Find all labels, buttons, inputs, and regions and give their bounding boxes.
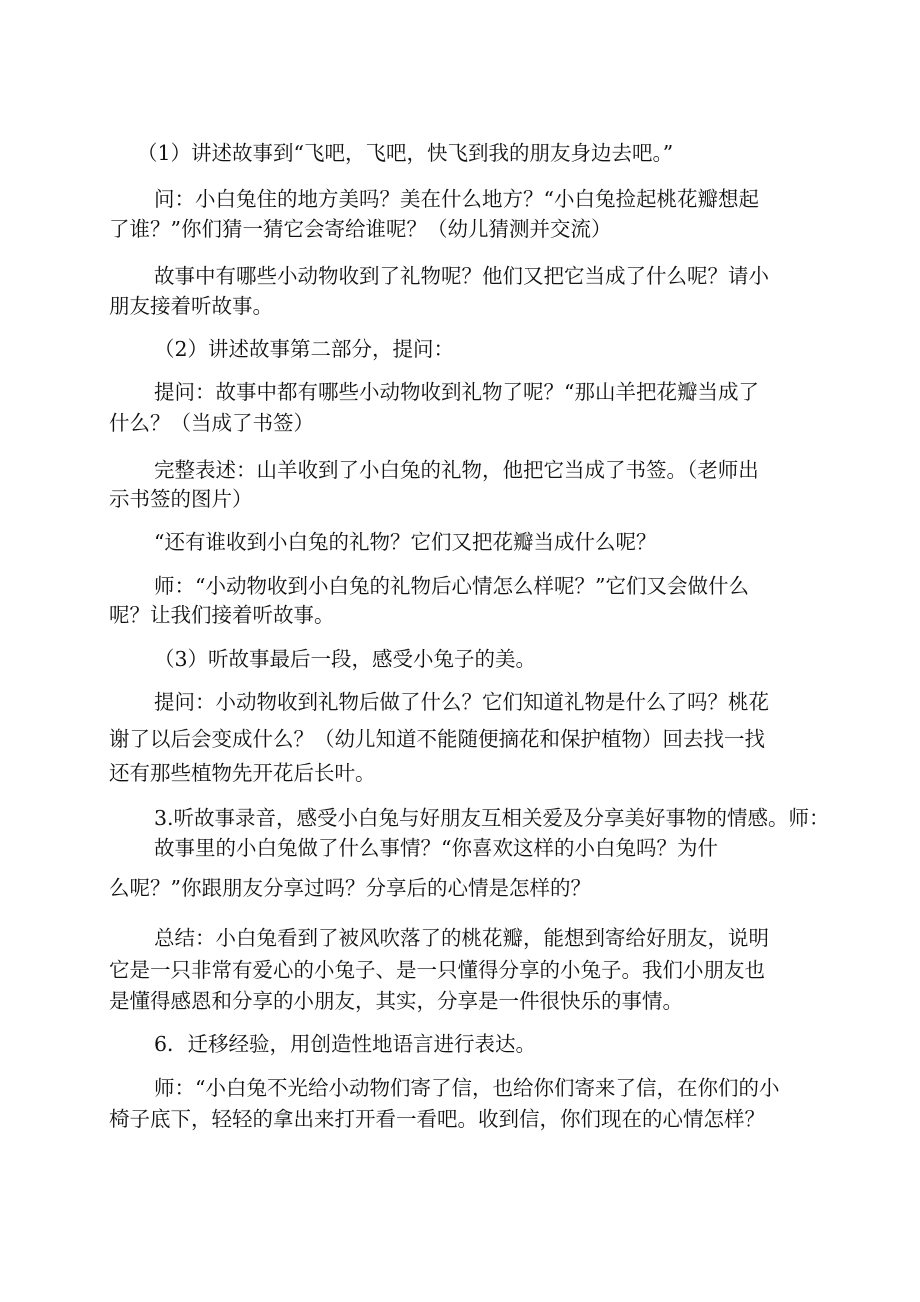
text-line: 提问：小动物收到礼物后做了什么？它们知道礼物是什么了吗？桃花 [154,690,769,714]
text-line: 还有那些植物先开花后长叶。 [109,761,376,785]
text-line: 3.听故事录音，感受小白兔与好朋友互相关爱及分享美好事物的情感。师： [154,806,830,830]
text-line: 故事里的小白兔做了什么事情？“你喜欢这样的小白兔吗？为什 [154,836,718,860]
text-line: 呢？让我们接着听故事。 [109,603,335,627]
text-line: 了谁？”你们猜一猜它会寄给谁呢？（幼儿猜测并交流） [109,217,612,241]
text-line: 总结：小白兔看到了被风吹落了的桃花瓣，能想到寄给好朋友，说明 [154,926,769,950]
text-line: （2）讲述故事第二部分，提问： [154,337,455,361]
text-line: 师：“小动物收到小白兔的礼物后心情怎么样呢？”它们又会做什么 [154,574,749,598]
text-line: 它是一只非常有爱心的小兔子、是一只懂得分享的小兔子。我们小朋友也 [109,958,765,982]
text-line: 什么？（当成了书签） [109,411,314,435]
text-line: 问：小白兔住的地方美吗？美在什么地方？“小白兔捡起桃花瓣想起 [154,187,759,211]
text-line: 示书签的图片） [109,487,253,511]
text-line: 故事中有哪些小动物收到了礼物呢？他们又把它当成了什么呢？请小 [154,264,769,288]
text-line: （3）听故事最后一段，感受小兔子的美。 [154,647,537,671]
text-line: 么呢？”你跟朋友分享过吗？分享后的心情是怎样的？ [109,876,591,900]
text-line: 朋友接着听故事。 [109,294,273,318]
text-line: 完整表述：山羊收到了小白兔的礼物，他把它当成了书签。（老师出 [154,458,759,482]
text-line: 是懂得感恩和分享的小朋友，其实，分享是一件很快乐的事情。 [109,989,683,1013]
text-line: 椅子底下，轻轻的拿出来打开看一看吧。收到信，你们现在的心情怎样？ [109,1107,765,1131]
text-line: 提问：故事中都有哪些小动物收到礼物了呢？“那山羊把花瓣当成了 [154,380,759,404]
text-line: “还有谁收到小白兔的礼物？它们又把花瓣当成什么呢？ [154,530,657,554]
text-line: 6．迁移经验，用创造性地语言进行表达。 [154,1032,537,1056]
text-line: 师：“小白兔不光给小动物们寄了信，也给你们寄来了信，在你们的小 [154,1076,780,1100]
text-line: （1）讲述故事到“飞吧，飞吧，快飞到我的朋友身边去吧。” [137,141,674,165]
text-line: 谢了以后会变成什么？（幼儿知道不能随便摘花和保护植物）回去找一找 [109,727,765,751]
